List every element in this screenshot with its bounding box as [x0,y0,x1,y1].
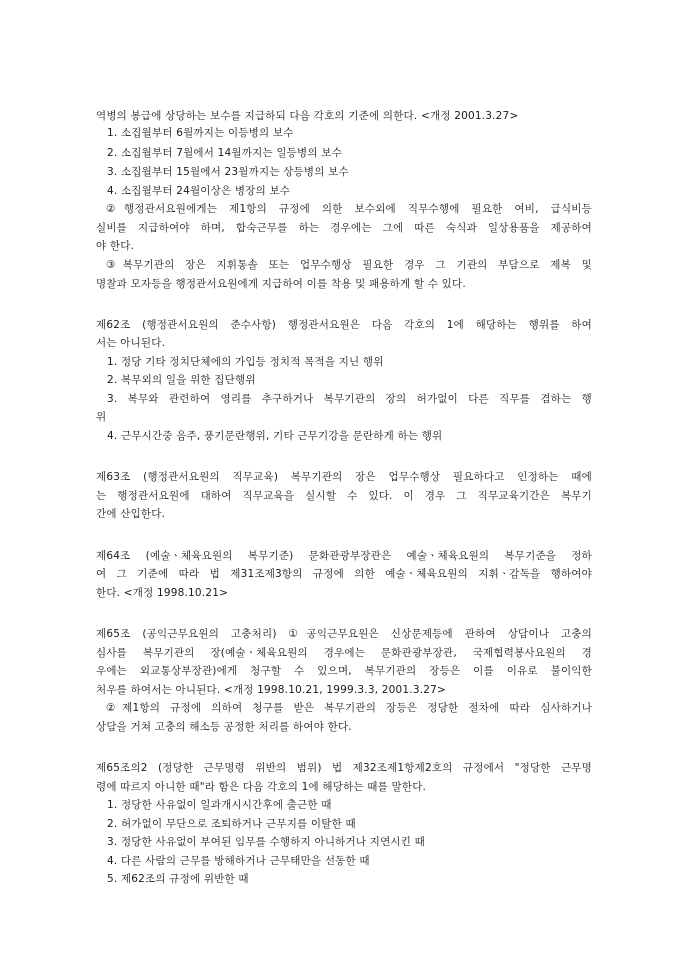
paragraph-line: 령에 따르지 아니한 때"라 함은 다음 각호의 1에 해당하는 때를 말한다. [96,781,427,793]
list-item: 4. 소집월부터 24월이상은 병장의 보수 [107,185,291,197]
article-heading-65-2: 제65조의2 (정당한 근무명령 위반의 범위) 법 제32조제1항제2호의 규정에서 "정당한 근무명 [96,762,592,774]
article-heading-63: 제63조 (행정관서요원의 직무교육) 복무기관의 장은 업무수행상 필요하다고 인정하는 때에 [96,471,592,483]
paragraph-line: 우에는 외교통상부장관)에게 청구할 수 있으며, 복무기관의 장등은 이를 이유로 불이익한 [96,665,592,677]
article-heading-65: 제65조 (공익근무요원의 고충처리) ①공익근무요원은 신상문제등에 관하여 상담이나 고충의 [96,628,592,640]
list-item: 3. 복무와 관련하여 영리를 추구하거나 복무기관의 장의 허가없이 다른 직무를 겸하는 행 [107,393,592,405]
list-item: 4. 다른 사람의 근무를 방해하거나 근무태만을 선동한 때 [107,855,370,867]
list-item: 3. 정당한 사유없이 부여된 임무를 수행하지 아니하거나 지연시킨 때 [107,836,425,848]
paragraph-line: 실비를 지급하여야 하며, 합숙근무를 하는 경우에는 그에 따른 숙식과 일상용품을 제공하여 [96,222,592,234]
list-item: 1. 정당한 사유없이 일과개시시간후에 출근한 때 [107,799,332,811]
list-item: 3. 소집월부터 15월에서 23월까지는 상등병의 보수 [107,166,349,178]
article-heading-62: 제62조 (행정관서요원의 준수사항) 행정관서요원은 다음 각호의 1에 해당하는 행위를 하여 [96,319,592,331]
list-item: 2. 소집월부터 7월에서 14월까지는 일등병의 보수 [107,147,342,159]
paragraph-line: ②행정관서요원에게는 제1항의 규정에 의한 보수외에 직무수행에 필요한 여비, 급식비등 [106,203,592,215]
paragraph-line: ②제1항의 규정에 의하여 청구를 받은 복무기관의 장등은 정당한 절차에 따라 심사하거나 [106,702,592,714]
paragraph-line: 상담을 거쳐 고충의 해소등 공정한 처리를 하여야 한다. [96,721,352,733]
paragraph-line: ③복무기관의 장은 지휘통솔 또는 업무수행상 필요한 경우 그 기관의 부담으로 제복 및 [106,259,592,271]
list-item: 2. 복무외의 일을 위한 집단행위 [107,374,256,386]
paragraph-line: 명찰과 모자등을 행정관서요원에게 지급하여 이를 착용 및 패용하게 할 수 있다. [96,278,466,290]
text-line: 역병의 봉급에 상당하는 보수를 지급하되 다음 각호의 기준에 의한다. <개정 2001.3.27> [96,110,519,122]
list-item-continuation: 위 [96,411,107,423]
list-item: 5. 제62조의 규정에 위반한 때 [107,873,249,885]
paragraph-line: 야 한다. [96,240,135,252]
paragraph-line: 한다. <개정 1998.10.21> [96,587,229,599]
paragraph-line: 여 그 기준에 따라 법 제31조제3항의 규정에 의한 예술ㆍ체육요원의 지휘ㆍ감독을 행하여야 [96,568,592,580]
paragraph-line: 는 행정관서요원에 대하여 직무교육을 실시할 수 있다. 이 경우 그 직무교육기간은 복무기 [96,490,592,502]
article-heading-64: 제64조 (예술ㆍ체육요원의 복무기준) 문화관광부장관은 예술ㆍ체육요원의 복무기준을 정하 [96,550,592,562]
paragraph-line: 심사를 복무기관의 장(예술ㆍ체육요원의 경우에는 문화관광부장관, 국제협력봉사요원의 경 [96,647,592,659]
paragraph-line: 서는 아니된다. [96,337,166,349]
paragraph-line: 처우를 하여서는 아니된다. <개정 1998.10.21, 1999.3.3, 2001.3.27> [96,684,447,696]
list-item: 2. 허가없이 무단으로 조퇴하거나 근무지를 이탈한 때 [107,818,356,830]
paragraph-line: 간에 산입한다. [96,508,166,520]
list-item: 1. 소집월부터 6월까지는 이등병의 보수 [107,127,294,139]
list-item: 1. 정당 기타 정치단체에의 가입등 정치적 목적을 지닌 행위 [107,356,384,368]
list-item: 4. 근무시간중 음주, 풍기문란행위, 기타 근무기강을 문란하게 하는 행위 [107,430,443,442]
